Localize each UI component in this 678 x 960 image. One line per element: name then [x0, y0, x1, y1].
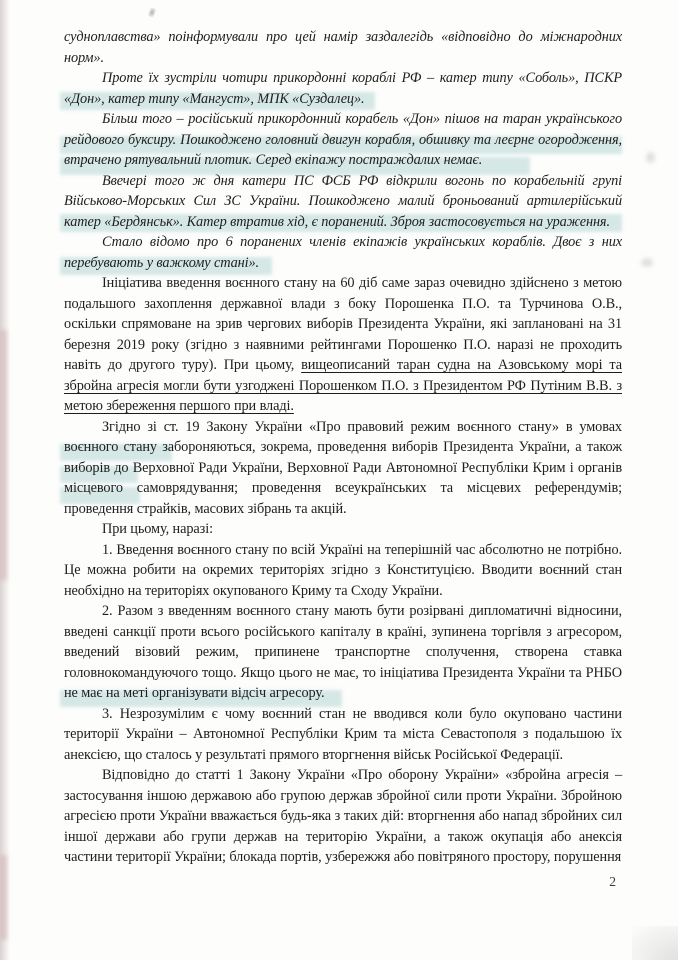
scan-edge-band-bottom [0, 855, 7, 940]
paragraph-law-article-19: Згідно зі ст. 19 Закону України «Про правовий режим воєнного стану» в умовах воєнного стану забороняються, зокрема, проведення виборів Президента України, а також виборів до Верховної Ради України, Верховної Ради Автономної Республіки Крим і органів місцевого самоврядування; проведення всеукраїнських та місцевих референдумів; проведення страйків, масових зібрань та акцій. [64, 418, 622, 517]
page-number: 2 [609, 874, 616, 889]
paragraph-point-1: 1. Введення воєнного стану по всій Україні на теперішній час абсолютно не потрібно. Це можна робити на окремих територіях згідно з Конституцією. Вводити воєнний стан необхідно на територіях окупованого Криму та Сходу України. [64, 541, 622, 599]
scan-smudge [646, 152, 655, 163]
paragraph-quote-continuation: судноплавства» поінформували про цей намір заздалегідь «відповідно до міжнародних норм». [64, 29, 622, 66]
paragraph-quote-ramming: Більш того – російський прикордонний корабель «Дон» пішов на таран українського рейдового буксиру. Пошкоджено головний двигун корабля, обшивку та леєрне огородження, втрачено рятувальний плотик. Серед екіпажу постраждалих немає. [64, 111, 622, 168]
paragraph-quote-border-ships: Проте їх зустріли чотири прикордонні кораблі РФ – катер типу «Соболь», ПСКР «Дон», катер типу «Мангуст», МПК «Суздалец». [64, 70, 622, 107]
paragraph-initiative [64, 273, 622, 417]
paragraph-point-3: 3. Незрозумілим є чому воєнний стан не вводився коли було окуповано частини території України – Автономної Республіки Крим та міста Севастополя з подальшою їх анексією, що сталось у результаті прямого вторгнення військ Російської Федерації. [64, 705, 622, 763]
paragraph-quote-fire-opened: Ввечері того ж дня катери ПС ФСБ РФ відкрили вогонь по корабельній групі Військово-Морських Сил ЗС України. Пошкоджено малий броньований артилерійський катер «Бердянськ». Катер втратив хід, є поранений. Зброя застосовується на ураження. [64, 172, 622, 230]
scan-edge-band-mid [0, 330, 7, 580]
scan-corner-shade [632, 926, 678, 960]
paragraph-defense-law: Відповідно до статті 1 Закону України «Про оборону України» «збройна агресія – застосування іншою державою або групою держав збройної сили проти України. Збройною агресією проти України вважається будь-яка з таких дій: вторгнення або напад збройних сил іншої держави або групи держав на територію України, а також окупація або анексія частини території України; блокада портів, узбережжя або повітряного простору, порушення [64, 767, 622, 865]
paragraph-point-2: 2. Разом з введенням воєнного стану мають бути розірвані дипломатичні відносини, введені санкції проти всього російського капіталу в країні, зупинена торгівля з агресором, введений візовий режим, припинене транспортне сполучення, створена ставка головнокомандуючого тощо. Якщо цього не має, то ініціатива Президента України та РНБО не має на меті організувати відсіч агресору. [64, 603, 622, 701]
document-text-block [64, 27, 622, 868]
scan-smudge [641, 258, 653, 267]
paragraph-quote-wounded: Стало відомо про 6 поранених членів екіпажів українських кораблів. Двоє з них перебувають у важкому стані». [64, 234, 622, 271]
paragraph-initiative-underlined-text: вищеописаний таран судна на Азовському морі та збройна агресія могли бути узгоджені Порошенком П.О. з Президентом РФ Путіним В.В. з метою збереження першого при владі. [64, 357, 622, 414]
scan-edge-shadow-left [0, 0, 10, 960]
paragraph-at-present: При цьому, наразі: [102, 521, 213, 537]
pen-mark [148, 7, 157, 18]
paragraph-initiative-text: Ініціатива введення воєнного стану на 60 діб саме зараз очевидно здійснено з метою подальшого захоплення державної влади з боку Порошенка П.О. та Турчинова О.В., оскільки спрямоване на зрив чергових виборів Президента України, які заплановані на 31 березня 2019 року (згідно з наявними рейтингами Порошенко П.О. наразі не проходить навіть до другого туру). При цьому, [64, 275, 622, 373]
